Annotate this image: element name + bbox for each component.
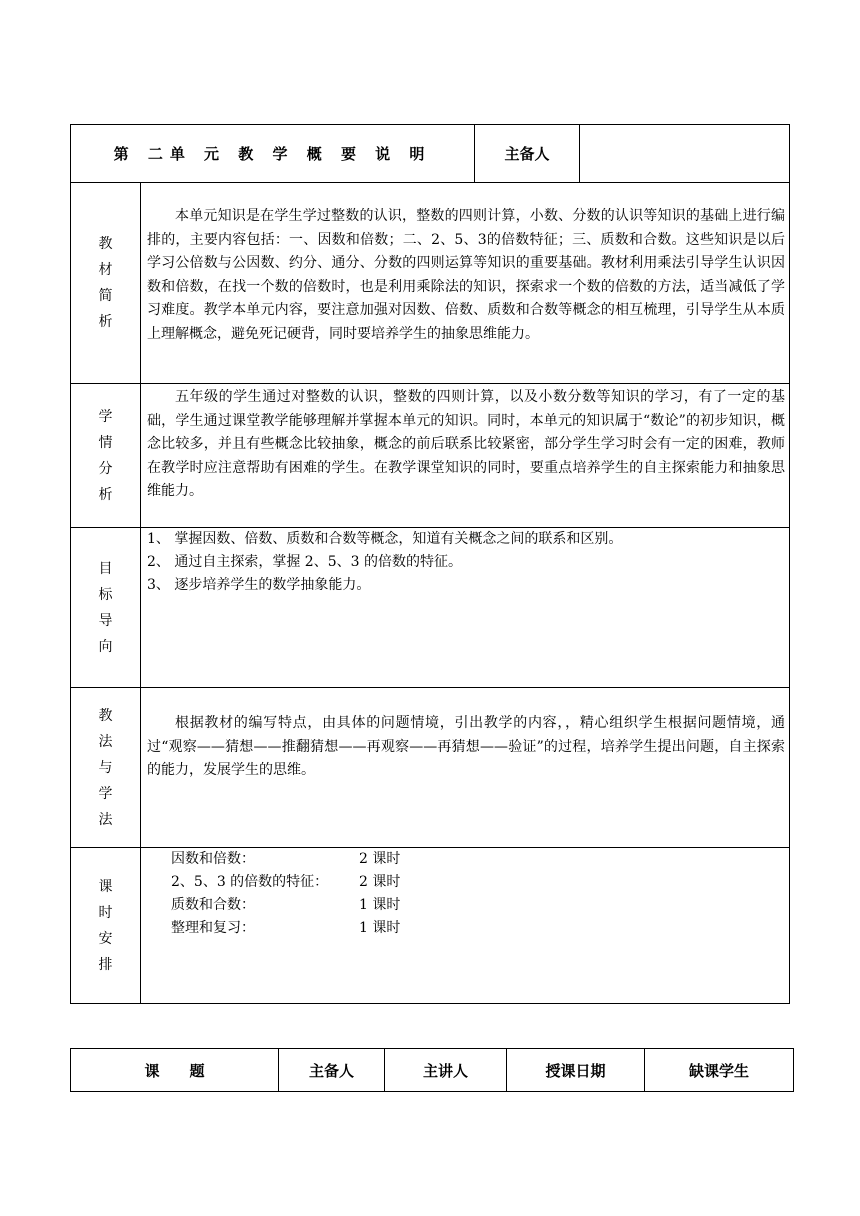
label-char: 情 (98, 434, 113, 451)
header-row (71, 125, 790, 183)
schedule-item (171, 871, 789, 894)
schedule-item (171, 848, 789, 871)
label-char: 学 (98, 785, 113, 802)
label-char: 学 (98, 408, 113, 425)
label-char: 简 (98, 288, 113, 304)
goals-label (71, 528, 141, 688)
label-char: 教 (98, 236, 113, 252)
goals-row (71, 528, 790, 688)
students-content (141, 384, 790, 528)
goals-content (141, 528, 790, 688)
label-char: 分 (98, 460, 113, 477)
date-header: 授课日期 (507, 1049, 645, 1092)
schedule-item-hours: 1 课时 (359, 920, 401, 936)
students-text: 五年级的学生通过对整数的认识，整数的四则计算，以及小数分数等知识的学习，有了一定的基础，学生通过课堂教学能够理解并掌握本单元的知识。同时，本单元的知识属于“数论”的初步知识，概念比较多，并且有些概念比较抽象，概念的前后联系比较紧密，部分学生学习时会有一定的困难，教师在教学时应注意帮助有困难的学生。在教学课堂知识的同时，要重点培养学生的自主探索能力和抽象思维能力。 (147, 389, 785, 499)
label-char: 标 (98, 586, 113, 603)
absent-header: 缺课学生 (645, 1049, 794, 1092)
topic-header: 课 题 (71, 1049, 279, 1092)
label-char: 析 (98, 314, 113, 330)
preparer-label-cell (475, 125, 580, 183)
textbook-label (71, 183, 141, 384)
label-char: 目 (98, 560, 113, 577)
label-char: 课 (98, 878, 113, 895)
schedule-item-name: 整理和复习： (171, 920, 255, 936)
unit-overview-table (70, 124, 790, 1004)
methods-text: 根据教材的编写特点，由具体的问题情境，引出教学的内容，，精心组织学生根据问题情境，通过“观察——猜想——推翻猜想——再观察——再猜想——验证”的过程，培养学生提出问题，自主探索的能力，发展学生的思维。 (147, 715, 785, 778)
methods-label (71, 688, 141, 848)
students-label (71, 384, 141, 528)
unit-title-cell (71, 125, 475, 183)
lecturer-header: 主讲人 (385, 1049, 507, 1092)
schedule-item-hours: 2 课时 (359, 851, 401, 867)
schedule-item-hours: 2 课时 (359, 874, 401, 890)
label-char: 时 (98, 904, 113, 921)
label-char: 导 (98, 612, 113, 629)
schedule-item-hours: 1 课时 (359, 897, 401, 913)
schedule-item-name: 因数和倍数： (171, 851, 255, 867)
goal-item: 3、 逐步培养学生的数学抽象能力。 (147, 577, 371, 593)
schedule-item-name: 2、5、3 的倍数的特征： (171, 874, 329, 890)
schedule-item (171, 917, 789, 940)
label-char: 排 (98, 956, 113, 973)
label-char: 材 (98, 262, 113, 278)
schedule-label (71, 848, 141, 1004)
label-char: 与 (98, 759, 113, 776)
schedule-row (71, 848, 790, 1004)
schedule-item-name: 质数和合数： (171, 897, 255, 913)
schedule-item (171, 894, 789, 917)
schedule-content (141, 848, 790, 1004)
preparer-header: 主备人 (279, 1049, 385, 1092)
preparer-label: 主备人 (504, 145, 550, 163)
label-char: 法 (98, 811, 113, 828)
textbook-content (141, 183, 790, 384)
label-char: 法 (98, 733, 113, 750)
lesson-header-row (71, 1049, 794, 1092)
students-row (71, 384, 790, 528)
goal-item: 2、 通过自主探索，掌握 2、5、3 的倍数的特征。 (147, 554, 462, 570)
textbook-row (71, 183, 790, 384)
textbook-text: 本单元知识是在学生学过整数的认识，整数的四则计算，小数、分数的认识等知识的基础上进行编排的，主要内容包括：一、因数和倍数；二、2、5、3的倍数特征；三、质数和合数。这些知识是以后学习公倍数与公因数、约分、通分、分数的四则运算等知识的重要基础。教材利用乘法引导学生认识因数和倍数，在找一个数的倍数时，也是利用乘除法的知识，探索求一个数的倍数的方法，适当减低了学习难度。教学本单元内容，要注意加强对因数、倍数、质数和合数等概念的相互梳理，引导学生从本质上理解概念，避免死记硬背，同时要培养学生的抽象思维能力。 (147, 208, 785, 342)
lesson-header-table (70, 1048, 794, 1092)
methods-row (71, 688, 790, 848)
label-char: 安 (98, 930, 113, 947)
label-char: 向 (98, 638, 113, 655)
methods-content (141, 688, 790, 848)
label-char: 教 (98, 707, 113, 724)
unit-title: 第 二单 元 教 学 概 要 说 明 (113, 145, 432, 163)
label-char: 析 (98, 486, 113, 503)
goal-item: 1、 掌握因数、倍数、质数和合数等概念，知道有关概念之间的联系和区别。 (147, 531, 623, 547)
preparer-value-cell (580, 125, 790, 183)
